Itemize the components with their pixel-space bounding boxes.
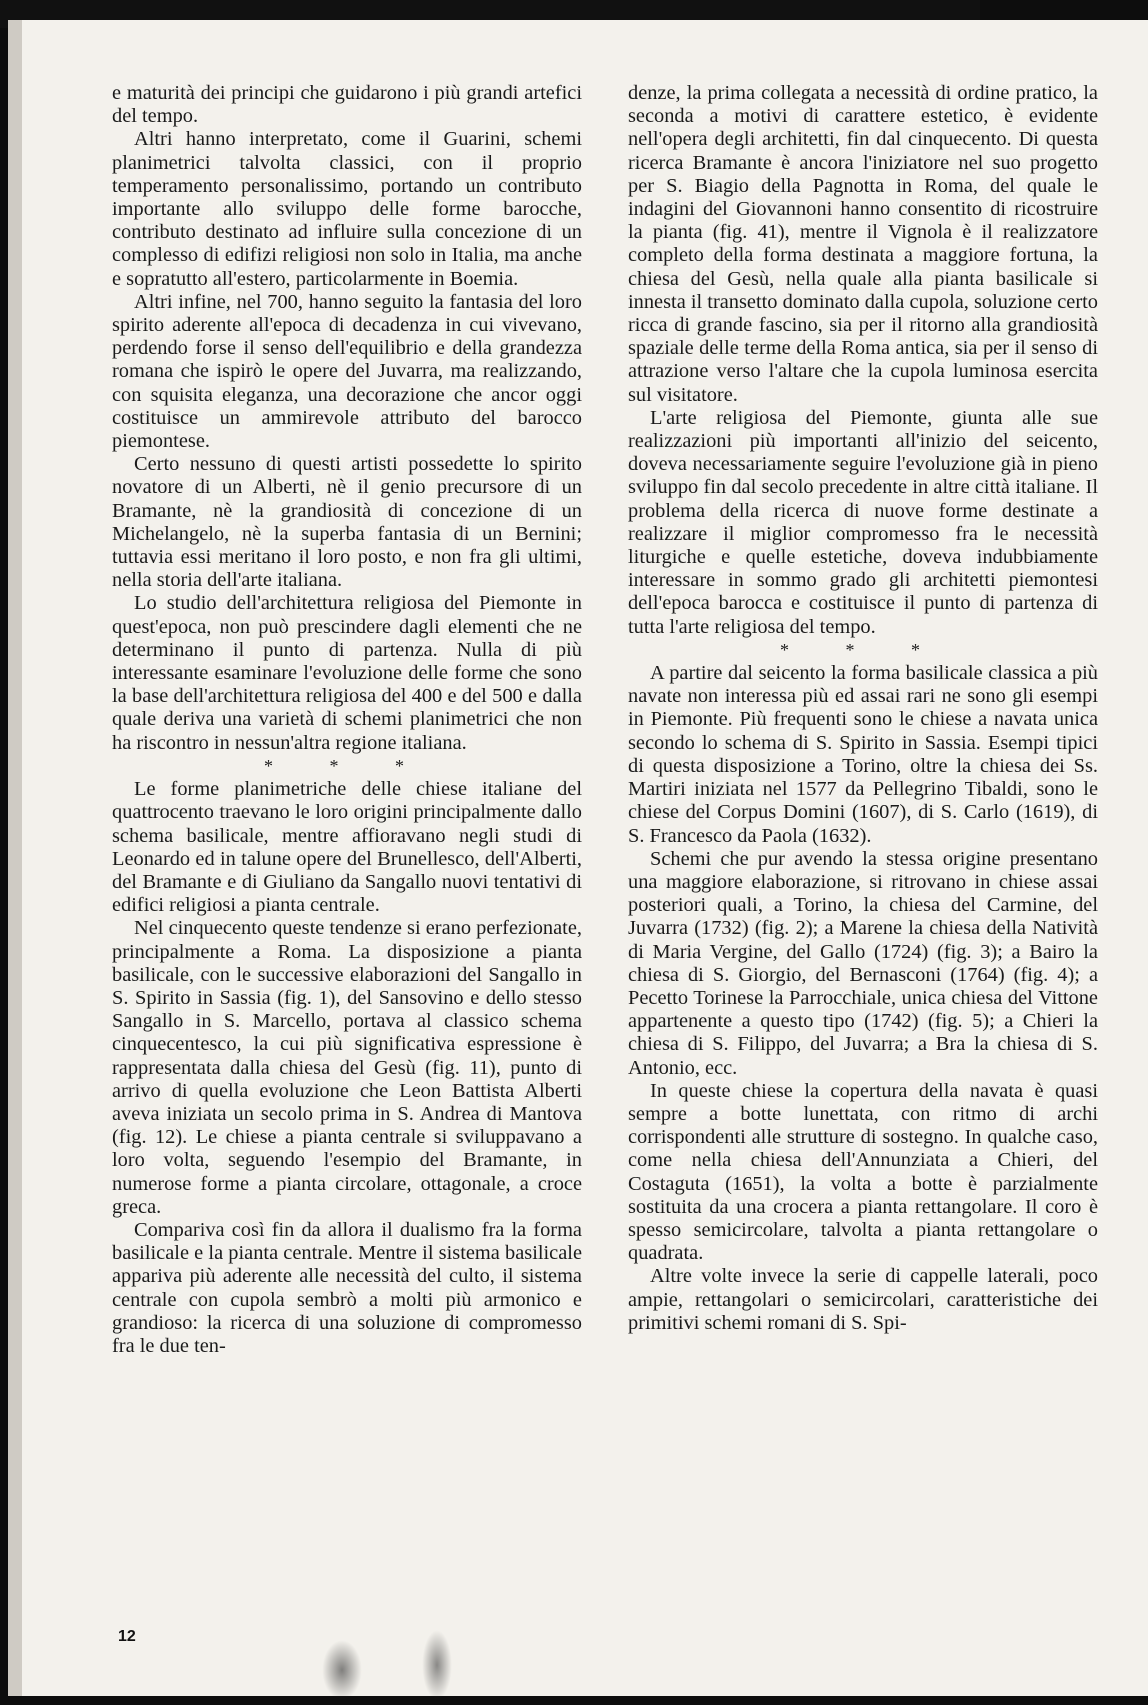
paragraph: e maturità dei principi che guidarono i più grandi artefici del tempo. [112,82,582,128]
paragraph: Altre volte invece la serie di cappelle laterali, poco ampie, rettangolari o semicircolari, caratteristiche dei primitivi schemi romani di S. Spi- [628,1265,1098,1334]
paragraph: A partire dal seicento la forma basilicale classica a più navate non interessa più ed assai rari ne sono gli esempi in Piemonte. Più frequenti sono le chiese a navata unica secondo lo schema di S. Spirito in Sassia. Esempi tipici di questa disposizione a Torino, oltre la chiesa dei Ss. Martiri iniziata nel 1577 da Pellegrino Tibaldi, sono le chiese del Corpus Domini (1607), di S. Carlo (1619), di S. Francesco da Paola (1632). [628,662,1098,847]
scan-smudge [422,1630,452,1700]
paragraph: Nel cinquecento queste tendenze si erano perfezionate, principalmente a Roma. La disposizione a pianta basilicale, con le successive elaborazioni del Sangallo in S. Spirito in Sassia (fig. 1), del Sansovino e dello stesso Sangallo in S. Marcello, portava al classico schema cinquecentesco, la cui più significativa espressione è rappresentata dalla chiesa del Gesù (fig. 11), punto di arrivo di quella evoluzione che Leon Battista Alberti aveva iniziata un secolo prima in S. Andrea di Mantova (fig. 12). Le chiese a pianta centrale si sviluppavano a loro volta, seguendo l'esempio del Bramante, in numerose forme a pianta circolare, ottagonale, a croce greca. [112,917,582,1218]
section-divider: * * * [264,755,430,776]
paragraph: Le forme planimetriche delle chiese italiane del quattrocento traevano le loro origini principalmente dallo schema basilicale, mentre affioravano negli studi di Leonardo ed in talune opere del Brunellesco, dell'Alberti, del Bramante e di Giuliano da Sangallo nuovi tentativi di edifici religiosi a pianta centrale. [112,778,582,917]
left-column [112,82,582,1358]
paragraph: Schemi che pur avendo la stessa origine presentano una maggiore elaborazione, si ritrovano in chiese assai posteriori quali, a Torino, la chiesa del Carmine, del Juvarra (1732) (fig. 2); a Marene la chiesa della Natività di Maria Vergine, del Gallo (1724) (fig. 3); a Bairo la chiesa di S. Giorgio, del Bernasconi (1764) (fig. 4); a Pecetto Torinese la Parrocchiale, unica chiesa del Vittone appartenente a questo tipo (1742) (fig. 5); a Chieri la chiesa di S. Filippo, del Juvarra; a Bra la chiesa di S. Antonio, ecc. [628,847,1098,1079]
paragraph: denze, la prima collegata a necessità di ordine pratico, la seconda a motivi di carattere estetico, è evidente nell'opera degli architetti, fin dal cinquecento. Di questa ricerca Bramante è ancora l'iniziatore nel suo progetto per S. Biagio della Pagnotta in Roma, del quale le indagini del Giovannoni hanno consentito di ricostruire la pianta (fig. 41), mentre il Vignola è il realizzatore completo della forma destinata a maggiore fortuna, la chiesa del Gesù, nella quale alla pianta basilicale si innesta il transetto dominato dalla cupola, soluzione certo ricca di grande fascino, sia per il ritorno alla grandiosità spaziale delle terme della Roma antica, sia per il senso di attrazione verso l'altare che la cupola luminosa esercita sul visitatore. [628,82,1098,406]
paragraph: Lo studio dell'architettura religiosa del Piemonte in quest'epoca, non può prescindere dagli elementi che ne determinano il punto di partenza. Nulla di più interessante esaminare l'evoluzione delle forme che sono la base dell'architettura religiosa del 400 e del 500 e dalla quale deriva una varietà di schemi planimetrici che non ha riscontro in nessun'altra regione italiana. [112,592,582,754]
page-number: 12 [118,1628,136,1645]
section-divider: * * * [780,639,946,660]
paragraph: In queste chiese la copertura della navata è quasi sempre a botte lunettata, con ritmo di archi corrispondenti alle strutture di sostegno. In qualche caso, come nella chiesa dell'Annunziata a Chieri, del Costaguta (1651), la volta a botte è parzialmente sostituita da una crocera a pianta rettangolare. Il coro è spesso semicircolare, talvolta a pianta rettangolare o quadrata. [628,1079,1098,1265]
right-column [628,82,1098,1335]
scan-smudge [322,1640,362,1700]
paragraph: Altri hanno interpretato, come il Guarini, schemi planimetrici talvolta classici, con il proprio temperamento personalissimo, portando un contributo importante allo sviluppo delle forme barocche, contributo destinato ad influire sulla concezione di un complesso di edifizi religiosi non solo in Italia, ma anche e sopratutto all'estero, particolarmente in Boemia. [112,128,582,290]
paragraph: Compariva così fin da allora il dualismo fra la forma basilicale e la pianta centrale. Mentre il sistema basilicale appariva più aderente alle necessità del culto, il sistema centrale con cupola sembrò a molti più armonico e grandioso: la ricerca di una soluzione di compromesso fra le due ten- [112,1218,582,1357]
paragraph: Certo nessuno di questi artisti possedette lo spirito novatore di un Alberti, nè il genio precursore di un Bramante, nè la grandiosità di concezione di un Michelangelo, nè la superba fantasia di un Bernini; tuttavia essi meritano il loro posto, e non fra gli ultimi, nella storia dell'arte italiana. [112,453,582,592]
paragraph: L'arte religiosa del Piemonte, giunta alle sue realizzazioni più importanti all'inizio del seicento, doveva necessariamente seguire l'evoluzione già in pieno sviluppo fin dal secolo precedente in altre città italiane. Il problema della ricerca di nuove forme destinate a realizzare il miglior compromesso fra le necessità liturgiche e quelle estetiche, doveva indubbiamente interessare in sommo grado gli architetti piemontesi dell'epoca barocca e costituisce il punto di partenza di tutta l'arte religiosa del tempo. [628,406,1098,638]
paragraph: Altri infine, nel 700, hanno seguito la fantasia del loro spirito aderente all'epoca di decadenza in cui vivevano, perdendo forse il senso dell'equilibrio e della grandezza romana che ispirò le opere del Juvarra, ma realizzando, con squisita eleganza, una decorazione che ancor oggi costituisce un ammirevole attributo del barocco piemontese. [112,290,582,453]
